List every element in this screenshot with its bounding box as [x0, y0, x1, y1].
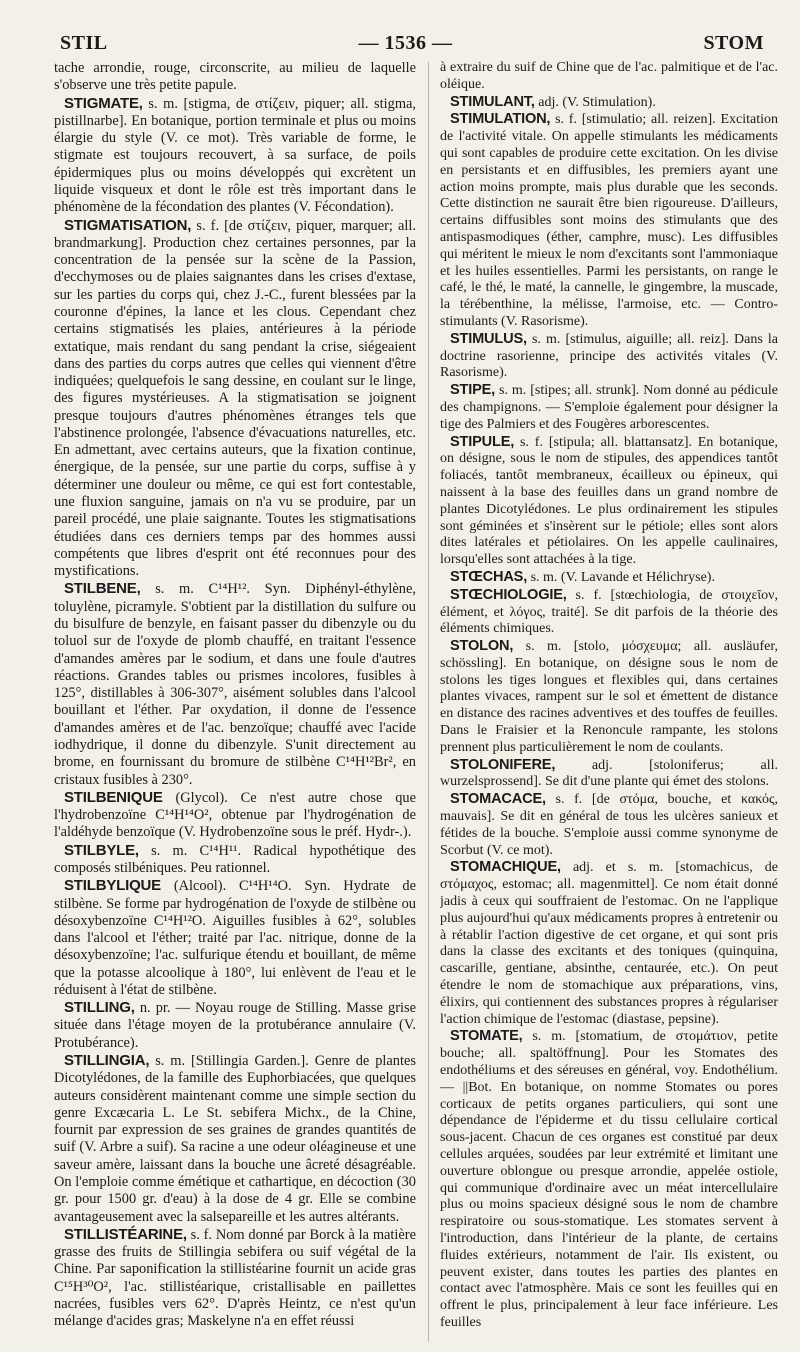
entry-headword: STILLISTÉARINE,: [64, 1225, 187, 1243]
entry-headword: STOLON,: [450, 638, 514, 655]
dictionary-entry: [54, 789, 416, 842]
continued-text: [54, 60, 416, 95]
dictionary-entry: [54, 1226, 416, 1331]
entry-text: s. m. (V. Lavande et Hélichryse).: [530, 569, 715, 585]
dictionary-entry: [440, 757, 778, 792]
dictionary-entry: [54, 877, 416, 999]
dictionary-entry: [440, 1028, 778, 1331]
dictionary-entry: [440, 791, 778, 859]
entry-text: adj. et s. m. [stomachicus, de στόμαχος, estomac; all. magenmittel]. Ce nom était donné jadis à ceux qui souffraient de l'estomac. On ne l'applique plus aujourd'hui qu'aux médicaments propres à entretenir ou à rétablir l'action digestive de cet organe, et qui sont pris dans la classe des excitants et des toniques (quinquina, cascarille, gentiane, absinthe, centaurée, etc.). On peut étendre le nom de stomachique aux préparations, vins, élixirs, qui contiennent des substances propres à régulariser l'action chimique de l'estomac (diastase, pepsine).: [440, 860, 778, 1027]
entry-text: adj. [stoloniferus; all. wurzelsprossend]. Se dit d'une plante qui émet des stolons.: [440, 757, 778, 790]
entry-text: s. m. [stipes; all. strunk]. Nom donné au pédicule des champignons. — S'emploie également pour désigner la tige des Palmiers et des Fougères arborescentes.: [440, 383, 778, 432]
dictionary-entry: [54, 1052, 416, 1226]
entry-headword: STOLONIFERE,: [450, 756, 556, 773]
header-left-guide-word: STIL: [60, 31, 108, 54]
left-column: [54, 60, 416, 1350]
entry-text: s. f. [stœchiologia, de στοιχεῖον, élément, et λόγος, traité]. Se dit parfois de la théorie des éléments chimiques.: [440, 587, 778, 637]
entry-text: s. f. [de στίζειν, piquer, marquer; all. brandmarkung]. Production chez certaines personnes, par la concentration de la pensée sur la scène de la Passion, d'ecchymoses ou de plaies saignantes dans les crises d'extase, sur les parties du corps qui, chez J.-C., furent blessées par la couronne d'épines, la lance et les clous. Cependant chez certains stigmatisés les plaies, antérieures à la période extatique, mais rendant du sang pendant la crise, siégeaient dans des parties du corps autres que celles qui viennent d'être indiquées; quelquefois le sang dessine, en coulant sur le linge, des figures mystérieuses. A la stigmatisation se joignent presque toujours d'autres phénomènes étranges tels que l'abstinence prolongée, l'absence d'évacuations naturelles, etc. En admettant, avec certains auteurs, que la fixation continue, énergique, de la pensée, sur une partie du corps, suffise à y déterminer une douleur ou même, ce qui est fort contestable, une fluxion sanguine, jamais on n'a vu se produire, par un pareil procédé, une plaie saignante. Toutes les stigmatisations étudiées dans ces derniers temps par des hommes aussi compétents que libres d'esprit ont été reconnues pour des mystifications.: [54, 217, 416, 580]
dictionary-entry: [440, 569, 778, 587]
entry-text: (Alcool). C¹⁴H¹⁴O. Syn. Hydrate de stilbène. Se forme par hydrogénation de l'oxyde de stilbène ou désoxybenzoïne C¹⁴H¹²O. Aiguilles fusibles à 62°, solubles dans l'alcool et l'éther; traité par l'ac. nitrique, donne de la désoxybenzoïne; l'ac. sulfurique étendu et bouillant, de même que la potasse alcoolique à 180°, lui enlèvent de l'eau et le réduisent à l'état de stilbène.: [54, 878, 416, 998]
entry-text: s. m. C¹⁴H¹¹. Radical hypothétique des composés stilbéniques. Peu rationnel.: [54, 842, 416, 876]
entry-headword: STIPULE,: [450, 433, 515, 450]
entry-text: s. f. [stipula; all. blattansatz]. En botanique, on désigne, sous le nom de stipules, des appendices tantôt foliacés, tantôt membraneux, écailleux ou épineux, qui naissent à la base des feuilles dans un grand nombre de plantes Dicotylédones. Le plus ordinairement les stipules sont géminées et s'insèrent sur le pétiole; elles sont alors dites latérales et pétiolaires. On les appelle caulinaires, lorsqu'elles sont attachées à la tige.: [440, 434, 778, 568]
entry-headword: STILLING,: [64, 999, 135, 1017]
dictionary-entry: [54, 217, 416, 581]
entry-headword: STIPE,: [450, 382, 496, 399]
dictionary-entry: [54, 999, 416, 1052]
entry-headword: STŒCHIOLOGIE,: [450, 586, 567, 603]
entry-text: n. pr. — Noyau rouge de Stilling. Masse grise située dans l'étage moyen de la protubérance annulaire (V. Protubérance).: [54, 1000, 416, 1051]
dictionary-entry: [440, 638, 778, 757]
dictionary-entry: [54, 580, 416, 788]
dictionary-entry: [440, 111, 778, 330]
dictionary-entry: [54, 95, 416, 217]
entry-text: adj. (V. Stimulation).: [538, 94, 656, 110]
dictionary-entry: [440, 587, 778, 638]
entry-text: s. m. [stigma, de στίζειν, piquer; all. stigma, pistillnarbe]. En botanique, portion terminale et plus ou moins élargie du style (V. ce mot). Très variable de forme, le stigmate est toujours recouvert, à sa surface, de poils épidermiques plus ou moins développés qui excrètent un liquide visqueux et dont le rôle est très important dans le phénomène de la fécondation des plantes (V. Fécondation).: [54, 95, 416, 216]
entry-text: s. m. C¹⁴H¹². Syn. Diphényl-éthylène, toluylène, picramyle. S'obtient par la distillation du sulfure ou du bisulfure de benzyle, en faisant passer du dibenzyle ou du toluol sur de l'oxyde de plomb chauffé, en traitant l'essence d'amandes amères par le sodium, et dans une foule d'autres réactions. Grandes tables ou prismes incolores, fusibles à 125°, distillables à 306-307°, aisément solubles dans l'alcool bouillant et l'éther. Par oxydation, il donne de l'essence d'amandes amères et de l'ac. benzoïque; chauffé avec l'acide iodhydrique, il donne du dibenzyle. S'unit directement au brome, en fournissant du bromure de stilbène C¹⁴H¹²Br², en cristaux fusibles à 230°.: [54, 581, 416, 788]
entry-headword: STIMULATION,: [450, 111, 551, 128]
entry-text: s. m. [stolo, μόσχευμα; all. ausläufer, schössling]. En botanique, on désigne sous le nom de stolons les tiges longues et flexibles qui, dans certaines plantes vivaces, rampent sur le sol et émettent de distance en distance des racines adventives et des touffes de feuilles. Dans le Fraisier et la Renoncule rampante, les stolons prennent plus particulièrement le nom de coulants.: [440, 639, 778, 755]
dictionary-entry: [440, 859, 778, 1028]
entry-headword: STOMACHIQUE,: [450, 859, 561, 876]
entry-headword: STOMATE,: [450, 1028, 523, 1045]
entry-text: (Glycol). Ce n'est autre chose que l'hydrobenzoïne C¹⁴H¹⁴O², obtenue par l'hydrogénation de l'aldéhyde benzoïque (V. Hydrobenzoïne sous le préf. Hydr-.).: [54, 789, 416, 841]
entry-headword: STILBYLIQUE: [64, 877, 161, 895]
entry-headword: STILBYLE,: [64, 841, 139, 859]
entry-text: s. m. [Stillingia Garden.]. Genre de plantes Dicotylédones, de la famille des Euphorbiacées, que quelques auteurs considèrent maintenant comme une simple section du genre Excæcaria L. Le St. sebifera Michx., de la Chine, fournit par expression de ses graines de grandes quantités de suif (V. Arbre a suif). Sa racine a une odeur oléagineuse et une saveur amère, laissant dans la bouche une âcreté désagréable. On l'emploie comme émétique et cathartique, en décoction (30 gr. pour 1500 gr. d'eau) à la dose de 4 gr. Elle se combine avantageusement avec la salsepareille et les autres altérants.: [54, 1053, 416, 1225]
entry-text: à extraire du suif de Chine que de l'ac. palmitique et de l'ac. oléique.: [440, 60, 778, 92]
dictionary-entry: [440, 94, 778, 112]
column-divider: [428, 62, 429, 1342]
entry-headword: STIMULUS,: [450, 330, 527, 347]
right-column: [440, 60, 778, 1350]
entry-headword: STIGMATISATION,: [64, 216, 192, 234]
dictionary-entry: [440, 434, 778, 569]
entry-headword: STIGMATE,: [64, 94, 143, 112]
entry-headword: STIMULANT,: [450, 93, 535, 110]
entry-headword: STŒCHAS,: [450, 568, 528, 585]
continued-text: [440, 60, 778, 94]
page-number: — 1536 —: [358, 31, 453, 54]
page-header: [60, 28, 764, 58]
entry-text: s. f. [de στόμα, bouche, et κακός, mauvais]. Se dit en général de tous les ulcères sanieux et fétides de la bouche. S'emploie aussi comme synonyme de Scorbut (V. ce mot).: [440, 792, 778, 858]
entry-text: s. f. Nom donné par Borck à la matière grasse des fruits de Stillingia sebifera ou suif végétal de la Chine. Par saponification la stillistéarine fournit un acide gras C¹⁵H³⁰O², l'ac. stillistéarique, cristallisable en paillettes nacrées, fusibles vers 62°. D'après Heintz, ce n'est qu'un mélange d'acides gras; Maskelyne n'a en effet réussi: [54, 1226, 416, 1330]
entry-headword: STILBENE,: [64, 580, 141, 598]
entry-headword: STILLINGIA,: [64, 1052, 150, 1070]
entry-headword: STILBENIQUE: [64, 788, 163, 806]
entry-text: s. m. [stimulus, aiguille; all. reiz]. Dans la doctrine rasorienne, principe des activités vitales (V. Rasorisme).: [440, 331, 778, 381]
dictionary-entry: [54, 842, 416, 878]
dictionary-entry: [440, 331, 778, 382]
entry-headword: STOMACACE,: [450, 791, 546, 808]
entry-text: s. f. [stimulatio; all. reizen]. Excitation de l'activité vitale. On appelle stimulants les médicaments qui sont capables de produire cette excitation. On les divise en persistants et en diffusibles, les premiers ayant une action moins prompte, mais plus durable que les seconds. Cette distinction ne saurait être bien rigoureuse. D'ailleurs, certains diffusibles sont moins des stimulants que des antispasmodiques (éther, camphre, musc). Les diffusibles qui méritent le mieux le nom d'excitants sont l'ammoniaque et les huiles essentielles. Parmi les persistants, on range le café, le thé, le maté, la cannelle, le gingembre, la muscade, la térébenthine, la mélisse, l'armoise, etc. — Contro-stimulants (V. Rasorisme).: [440, 112, 778, 329]
entry-text: s. m. [stomatium, de στομάτιον, petite bouche; all. spaltöffnung]. Pour les Stomates des endothéliums et des séreuses en général, voy. Endothélium. — ||Bot. En botanique, on nomme Stomates ou pores corticaux de petits organes particuliers, qui sont une dépendance de l'épiderme et du tissu cellulaire cortical sous-jacent. Chacun de ces organes est constitué par deux cellules arquées, soudées par leur extrémité et limitant une ouverture oblongue ou presque arrondie, appelée ostiole, qui communique d'ordinaire avec un méat intercellulaire plus ou moins spacieux désigné sous le nom de chambre respiratoire ou sous-stomatique. Les stomates servent à l'introduction, dans l'intérieur de la plante, de certains fluides extérieurs, notamment de l'air. Ils existent, ou peuvent exister, dans toutes les parties des plantes en contact avec l'atmosphère. Mais ce sont les feuilles qui en offrent le plus, principalement à leur face inférieure. Les feuilles: [440, 1029, 778, 1330]
header-right-guide-word: STOM: [703, 31, 764, 54]
entry-text: tache arrondie, rouge, circonscrite, au milieu de laquelle s'observe une très petite papule.: [54, 60, 416, 94]
dictionary-entry: [440, 382, 778, 433]
